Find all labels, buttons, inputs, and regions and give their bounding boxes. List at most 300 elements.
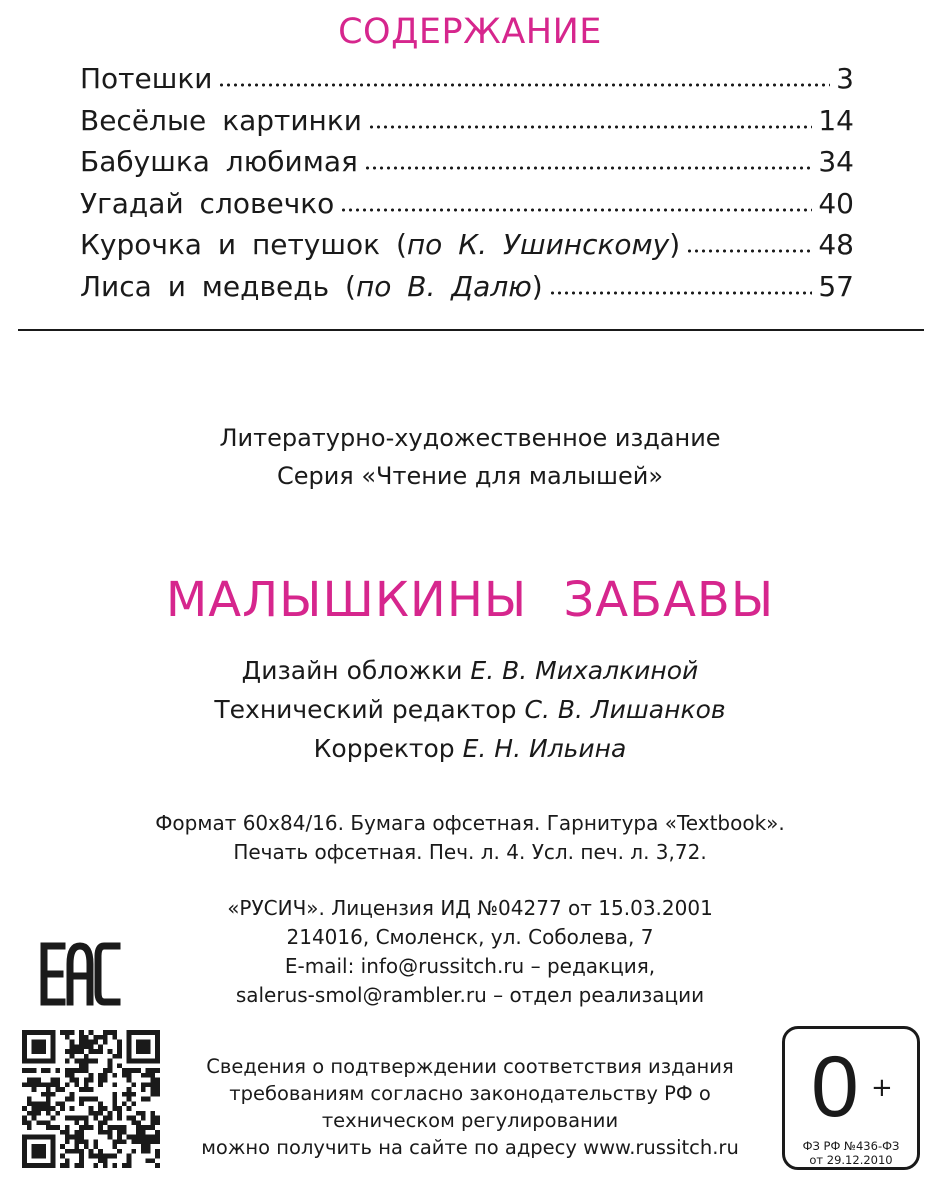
qr-module: [74, 1082, 79, 1087]
qr-module: [131, 1082, 136, 1087]
qr-module: [70, 1097, 75, 1102]
qr-module: [117, 1054, 122, 1059]
qr-module: [155, 1139, 160, 1144]
qr-module: [27, 1120, 32, 1125]
qr-module: [141, 1130, 146, 1135]
qr-module: [65, 1059, 70, 1064]
qr-module: [46, 1092, 51, 1097]
qr-module: [46, 1087, 51, 1092]
qr-module: [136, 1049, 141, 1054]
qr-module: [136, 1068, 141, 1073]
qr-code-icon[interactable]: [22, 1030, 160, 1168]
age-rating-value: 0: [811, 1039, 859, 1135]
qr-module: [150, 1139, 155, 1144]
qr-module: [155, 1040, 160, 1045]
qr-module: [22, 1044, 27, 1049]
qr-module: [65, 1163, 70, 1168]
qr-module: [155, 1059, 160, 1064]
qr-module: [51, 1139, 56, 1144]
qr-module: [74, 1135, 79, 1140]
qr-module: [150, 1068, 155, 1073]
qr-module: [122, 1092, 127, 1097]
qr-module: [84, 1054, 89, 1059]
qr-module: [41, 1163, 46, 1168]
qr-module: [108, 1125, 113, 1130]
qr-module: [41, 1049, 46, 1054]
qr-module: [74, 1149, 79, 1154]
qr-module: [36, 1120, 41, 1125]
qr-module: [74, 1139, 79, 1144]
qr-module: [89, 1059, 94, 1064]
qr-module: [32, 1163, 37, 1168]
qr-module: [46, 1120, 51, 1125]
toc-entry-label: Лиса и медведь (по В. Далю): [80, 269, 543, 303]
qr-module: [22, 1035, 27, 1040]
qr-module: [131, 1092, 136, 1097]
certification-notice: [180, 1053, 760, 1161]
qr-module: [93, 1154, 98, 1159]
qr-module: [79, 1139, 84, 1144]
qr-module: [60, 1163, 65, 1168]
qr-module: [103, 1158, 108, 1163]
qr-module: [141, 1049, 146, 1054]
age-rating-law: ФЗ РФ №436-ФЗ: [802, 1139, 900, 1153]
qr-module: [141, 1082, 146, 1087]
qr-module: [136, 1135, 141, 1140]
qr-module: [22, 1116, 27, 1121]
qr-module: [84, 1097, 89, 1102]
eac-mark-icon: [40, 942, 122, 1006]
toc-entry[interactable]: [80, 100, 854, 142]
qr-module: [32, 1135, 37, 1140]
qr-module: [146, 1082, 151, 1087]
dot-leader: [218, 83, 830, 87]
qr-module: [117, 1040, 122, 1045]
toc-entry[interactable]: [80, 183, 854, 225]
toc-entry[interactable]: [80, 224, 854, 266]
qr-module: [55, 1087, 60, 1092]
qr-module: [122, 1101, 127, 1106]
qr-module: [89, 1044, 94, 1049]
toc-entry[interactable]: [80, 141, 854, 183]
qr-module: [117, 1139, 122, 1144]
qr-module: [22, 1144, 27, 1149]
qr-module: [108, 1154, 113, 1159]
qr-module: [112, 1106, 117, 1111]
qr-module: [70, 1135, 75, 1140]
qr-module: [108, 1059, 113, 1064]
qr-module: [150, 1116, 155, 1121]
qr-module: [112, 1030, 117, 1035]
qr-module: [46, 1059, 51, 1064]
qr-module: [27, 1082, 32, 1087]
qr-module: [93, 1111, 98, 1116]
qr-module: [112, 1125, 117, 1130]
qr-module: [36, 1040, 41, 1045]
qr-module: [79, 1035, 84, 1040]
toc-entry-label: Потешки: [80, 62, 213, 95]
qr-module: [51, 1054, 56, 1059]
qr-module: [155, 1044, 160, 1049]
qr-module: [84, 1035, 89, 1040]
qr-module: [51, 1149, 56, 1154]
qr-module: [84, 1082, 89, 1087]
qr-module: [74, 1116, 79, 1121]
qr-module: [84, 1087, 89, 1092]
qr-module: [89, 1111, 94, 1116]
qr-module: [127, 1030, 132, 1035]
qr-module: [89, 1106, 94, 1111]
qr-module: [51, 1049, 56, 1054]
qr-module: [89, 1040, 94, 1045]
qr-module: [22, 1030, 27, 1035]
qr-module: [51, 1044, 56, 1049]
qr-module: [46, 1163, 51, 1168]
qr-module: [70, 1116, 75, 1121]
qr-module: [46, 1082, 51, 1087]
qr-module: [93, 1035, 98, 1040]
qr-module: [108, 1068, 113, 1073]
publisher-address: 214016, Смоленск, ул. Соболева, 7: [286, 925, 654, 949]
qr-module: [155, 1163, 160, 1168]
qr-module: [117, 1125, 122, 1130]
qr-module: [127, 1087, 132, 1092]
qr-module: [122, 1130, 127, 1135]
qr-module: [79, 1163, 84, 1168]
qr-module: [98, 1158, 103, 1163]
qr-module: [103, 1130, 108, 1135]
qr-module: [55, 1082, 60, 1087]
toc-entry-label: Весёлые картинки: [80, 103, 362, 137]
qr-module: [89, 1125, 94, 1130]
qr-module: [41, 1106, 46, 1111]
qr-module: [103, 1120, 108, 1125]
qr-module: [127, 1078, 132, 1083]
qr-module: [46, 1106, 51, 1111]
qr-module: [98, 1044, 103, 1049]
qr-module: [22, 1049, 27, 1054]
credit-proofreader: Корректор Е. Н. Ильина: [313, 734, 627, 763]
qr-module: [136, 1044, 141, 1049]
qr-module: [122, 1163, 127, 1168]
qr-module: [70, 1149, 75, 1154]
qr-module: [27, 1068, 32, 1073]
qr-module: [51, 1125, 56, 1130]
qr-module: [98, 1154, 103, 1159]
qr-module: [79, 1044, 84, 1049]
qr-module: [141, 1044, 146, 1049]
qr-module: [41, 1154, 46, 1159]
qr-module: [70, 1054, 75, 1059]
qr-module: [155, 1049, 160, 1054]
qr-module: [36, 1106, 41, 1111]
qr-module: [89, 1073, 94, 1078]
qr-module: [127, 1040, 132, 1045]
qr-module: [103, 1068, 108, 1073]
qr-module: [27, 1078, 32, 1083]
qr-module: [36, 1082, 41, 1087]
qr-module: [146, 1149, 151, 1154]
qr-module: [127, 1154, 132, 1159]
qr-module: [36, 1144, 41, 1149]
qr-module: [117, 1111, 122, 1116]
qr-module: [41, 1101, 46, 1106]
qr-module: [89, 1097, 94, 1102]
qr-module: [146, 1144, 151, 1149]
qr-module: [117, 1044, 122, 1049]
qr-module: [79, 1101, 84, 1106]
toc-entry-page: 40: [818, 186, 854, 220]
qr-module: [27, 1111, 32, 1116]
qr-module: [46, 1125, 51, 1130]
qr-module: [41, 1135, 46, 1140]
qr-module: [155, 1154, 160, 1159]
qr-module: [79, 1135, 84, 1140]
qr-module: [32, 1059, 37, 1064]
qr-module: [103, 1030, 108, 1035]
qr-module: [112, 1154, 117, 1159]
qr-module: [155, 1149, 160, 1154]
qr-module: [60, 1087, 65, 1092]
qr-module: [127, 1044, 132, 1049]
qr-module: [127, 1097, 132, 1102]
qr-module: [117, 1130, 122, 1135]
qr-module: [51, 1163, 56, 1168]
qr-module: [155, 1130, 160, 1135]
qr-module: [74, 1044, 79, 1049]
qr-module: [112, 1082, 117, 1087]
qr-module: [103, 1078, 108, 1083]
toc-entry[interactable]: [80, 266, 854, 308]
qr-module: [98, 1111, 103, 1116]
qr-module: [60, 1154, 65, 1159]
dot-leader: [340, 208, 812, 212]
qr-module: [150, 1059, 155, 1064]
qr-module: [46, 1101, 51, 1106]
qr-module: [146, 1097, 151, 1102]
qr-module: [93, 1059, 98, 1064]
qr-module: [51, 1135, 56, 1140]
age-rating-plus: +: [871, 1073, 893, 1103]
qr-module: [146, 1040, 151, 1045]
qr-module: [32, 1082, 37, 1087]
qr-module: [108, 1116, 113, 1121]
qr-module: [117, 1149, 122, 1154]
qr-module: [32, 1144, 37, 1149]
qr-module: [51, 1092, 56, 1097]
qr-module: [41, 1068, 46, 1073]
qr-module: [74, 1163, 79, 1168]
qr-module: [141, 1135, 146, 1140]
qr-module: [112, 1163, 117, 1168]
qr-module: [79, 1116, 84, 1121]
qr-module: [127, 1059, 132, 1064]
qr-module: [65, 1030, 70, 1035]
qr-module: [93, 1116, 98, 1121]
qr-module: [32, 1149, 37, 1154]
qr-module: [141, 1144, 146, 1149]
qr-module: [112, 1139, 117, 1144]
qr-module: [150, 1082, 155, 1087]
qr-module: [32, 1116, 37, 1121]
qr-module: [146, 1125, 151, 1130]
qr-module: [70, 1044, 75, 1049]
qr-module: [46, 1111, 51, 1116]
qr-module: [79, 1063, 84, 1068]
qr-module: [117, 1049, 122, 1054]
qr-module: [131, 1135, 136, 1140]
table-of-contents: [80, 58, 854, 307]
qr-module: [98, 1078, 103, 1083]
qr-module: [22, 1139, 27, 1144]
qr-module: [51, 1030, 56, 1035]
qr-module: [32, 1101, 37, 1106]
dot-leader: [364, 166, 813, 170]
dot-leader: [686, 249, 812, 253]
qr-module: [155, 1068, 160, 1073]
qr-module: [131, 1059, 136, 1064]
qr-module: [136, 1030, 141, 1035]
qr-module: [36, 1078, 41, 1083]
qr-module: [136, 1130, 141, 1135]
qr-module: [98, 1035, 103, 1040]
qr-module: [98, 1130, 103, 1135]
qr-module: [74, 1120, 79, 1125]
qr-module: [146, 1158, 151, 1163]
qr-module: [51, 1154, 56, 1159]
qr-module: [36, 1044, 41, 1049]
qr-module: [155, 1087, 160, 1092]
qr-module: [117, 1135, 122, 1140]
qr-module: [141, 1139, 146, 1144]
qr-module: [32, 1030, 37, 1035]
qr-module: [27, 1125, 32, 1130]
qr-module: [98, 1120, 103, 1125]
toc-entry-label: Курочка и петушок (по К. Ушинскому): [80, 228, 681, 261]
qr-module: [155, 1116, 160, 1121]
qr-module: [93, 1049, 98, 1054]
notice-line: техническом регулировании: [321, 1109, 619, 1132]
qr-module: [136, 1120, 141, 1125]
qr-module: [84, 1139, 89, 1144]
qr-module: [84, 1078, 89, 1083]
qr-module: [36, 1163, 41, 1168]
dot-leader: [368, 125, 812, 129]
qr-module: [89, 1049, 94, 1054]
qr-module: [93, 1097, 98, 1102]
qr-module: [136, 1111, 141, 1116]
qr-module: [70, 1068, 75, 1073]
qr-module: [136, 1059, 141, 1064]
qr-module: [108, 1135, 113, 1140]
qr-module: [22, 1106, 27, 1111]
qr-module: [150, 1078, 155, 1083]
qr-module: [79, 1125, 84, 1130]
qr-module: [127, 1163, 132, 1168]
credit-technical-editor: Технический редактор С. В. Лишанков: [214, 695, 726, 724]
qr-module: [122, 1139, 127, 1144]
qr-module: [84, 1063, 89, 1068]
age-rating-law-date: от 29.12.2010: [809, 1153, 893, 1167]
publisher-license: «РУСИЧ». Лицензия ИД №04277 от 15.03.2001: [227, 896, 713, 920]
qr-module: [108, 1111, 113, 1116]
qr-module: [93, 1139, 98, 1144]
qr-module: [55, 1101, 60, 1106]
qr-module: [108, 1063, 113, 1068]
qr-module: [65, 1135, 70, 1140]
qr-module: [89, 1154, 94, 1159]
qr-module: [122, 1068, 127, 1073]
notice-line: требованиям согласно законодательству РФ о: [229, 1082, 711, 1105]
qr-module: [70, 1040, 75, 1045]
qr-module: [112, 1035, 117, 1040]
qr-module: [51, 1035, 56, 1040]
toc-entry-page: 57: [818, 269, 854, 303]
qr-module: [41, 1149, 46, 1154]
qr-module: [60, 1144, 65, 1149]
qr-module: [79, 1154, 84, 1159]
qr-module: [27, 1101, 32, 1106]
qr-module: [79, 1087, 84, 1092]
qr-module: [108, 1030, 113, 1035]
qr-module: [84, 1120, 89, 1125]
qr-module: [131, 1101, 136, 1106]
qr-module: [117, 1106, 122, 1111]
qr-module: [98, 1149, 103, 1154]
qr-module: [32, 1111, 37, 1116]
toc-entry-page: 48: [818, 228, 854, 261]
qr-module: [146, 1049, 151, 1054]
qr-module: [131, 1149, 136, 1154]
qr-module: [127, 1092, 132, 1097]
qr-module: [98, 1073, 103, 1078]
qr-module: [55, 1068, 60, 1073]
qr-module: [146, 1044, 151, 1049]
qr-module: [79, 1040, 84, 1045]
qr-module: [155, 1092, 160, 1097]
qr-module: [79, 1130, 84, 1135]
qr-module: [98, 1125, 103, 1130]
qr-module: [32, 1068, 37, 1073]
qr-module: [65, 1068, 70, 1073]
age-rating-badge: [782, 1026, 920, 1170]
qr-module: [112, 1097, 117, 1102]
qr-module: [141, 1125, 146, 1130]
qr-module: [36, 1154, 41, 1159]
toc-entry[interactable]: [80, 58, 854, 100]
qr-module: [117, 1063, 122, 1068]
qr-module: [65, 1139, 70, 1144]
qr-module: [150, 1111, 155, 1116]
qr-module: [41, 1030, 46, 1035]
qr-module: [84, 1144, 89, 1149]
qr-module: [79, 1049, 84, 1054]
qr-module: [141, 1073, 146, 1078]
qr-module: [89, 1030, 94, 1035]
qr-module: [155, 1120, 160, 1125]
qr-module: [103, 1040, 108, 1045]
series-name: Серия «Чтение для малышей»: [276, 462, 664, 490]
qr-module: [65, 1073, 70, 1078]
qr-module: [93, 1163, 98, 1168]
toc-entry-page: 14: [818, 103, 854, 137]
qr-module: [65, 1097, 70, 1102]
qr-module: [32, 1106, 37, 1111]
qr-module: [41, 1059, 46, 1064]
qr-module: [155, 1030, 160, 1035]
qr-module: [22, 1135, 27, 1140]
qr-module: [89, 1078, 94, 1083]
